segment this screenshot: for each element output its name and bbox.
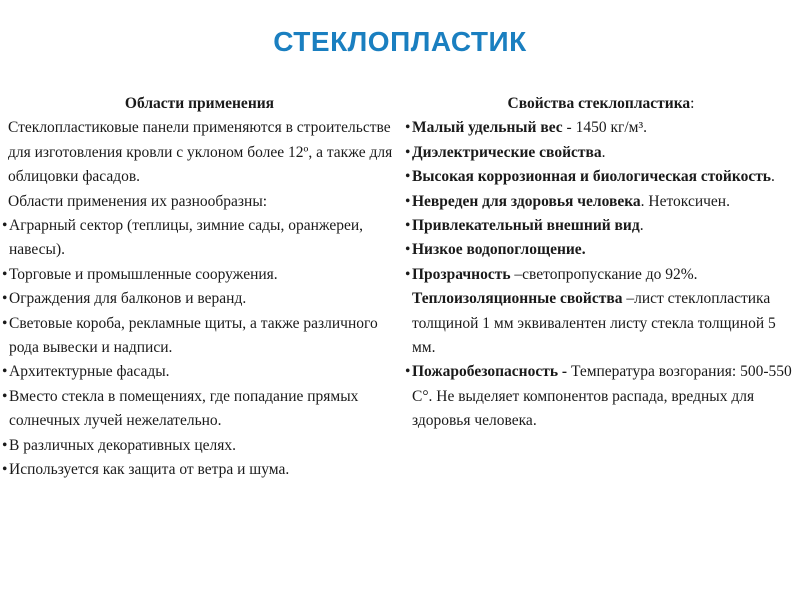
list-item: • Диэлектрические свойства. <box>405 141 797 165</box>
applications-list <box>2 214 397 482</box>
applications-intro: Стеклопластиковые панели применяются в строительстве для изготовления кровли с уклоном более 12º, а также для облицовки фасадов. <box>8 119 393 186</box>
page-title: СТЕКЛОПЛАСТИК <box>273 26 527 57</box>
bullet-icon: • <box>2 461 8 479</box>
properties-list <box>405 116 797 433</box>
properties-column <box>405 92 797 434</box>
list-item: • Прозрачность –светопропускание до 92%. Теплоизоляционные свойства –лист стеклопластика толщиной 1 мм эквивалентен листу стекла толщиной 5 мм. <box>405 263 797 361</box>
properties-heading: Свойства стеклопластика: <box>507 95 695 112</box>
applications-column <box>2 92 397 483</box>
bullet-icon: • <box>2 387 8 405</box>
bullet-icon: • <box>405 192 411 210</box>
list-item: • Высокая коррозионная и биологическая стойкость. <box>405 165 797 189</box>
bullet-icon: • <box>405 363 411 381</box>
list-item: • Малый удельный вес - 1450 кг/м³. <box>405 116 797 140</box>
list-item: • Аграрный сектор (теплицы, зимние сады, оранжереи, навесы). <box>2 214 397 263</box>
list-item: • Торговые и промышленные сооружения. <box>2 263 397 287</box>
list-item: • Вместо стекла в помещениях, где попадание прямых солнечных лучей нежелательно. <box>2 385 397 434</box>
bullet-icon: • <box>2 290 8 308</box>
list-item: • Используется как защита от ветра и шума. <box>2 458 397 482</box>
bullet-icon: • <box>405 119 411 137</box>
list-item: • Пожаробезопасность - Температура возгорания: 500-550 С°. Не выделяет компонентов распада, вредных для здоровья человека. <box>405 360 797 433</box>
list-item: • Невреден для здоровья человека. Нетоксичен. <box>405 190 797 214</box>
list-item: • Архитектурные фасады. <box>2 360 397 384</box>
bullet-icon: • <box>2 217 8 235</box>
list-item: • Привлекательный внешний вид. <box>405 214 797 238</box>
bullet-icon: • <box>2 436 8 454</box>
list-item: • Ограждения для балконов и веранд. <box>2 287 397 311</box>
list-item-continuation: Теплоизоляционные свойства –лист стеклопластика толщиной 1 мм эквивалентен листу стекла толщиной 5 мм. <box>412 290 776 357</box>
list-item: • Низкое водопоглощение. <box>405 238 797 262</box>
applications-intro-2: Области применения их разнообразны: <box>8 192 268 210</box>
bullet-icon: • <box>2 314 8 332</box>
bullet-icon: • <box>2 265 8 283</box>
bullet-icon: • <box>405 217 411 235</box>
bullet-icon: • <box>405 143 411 161</box>
applications-heading: Области применения <box>124 95 275 112</box>
bullet-icon: • <box>405 168 411 186</box>
list-item: • В различных декоративных целях. <box>2 434 397 458</box>
list-item: • Световые короба, рекламные щиты, а также различного рода вывески и надписи. <box>2 312 397 361</box>
bullet-icon: • <box>405 265 411 283</box>
bullet-icon: • <box>2 363 8 381</box>
bullet-icon: • <box>405 241 411 259</box>
